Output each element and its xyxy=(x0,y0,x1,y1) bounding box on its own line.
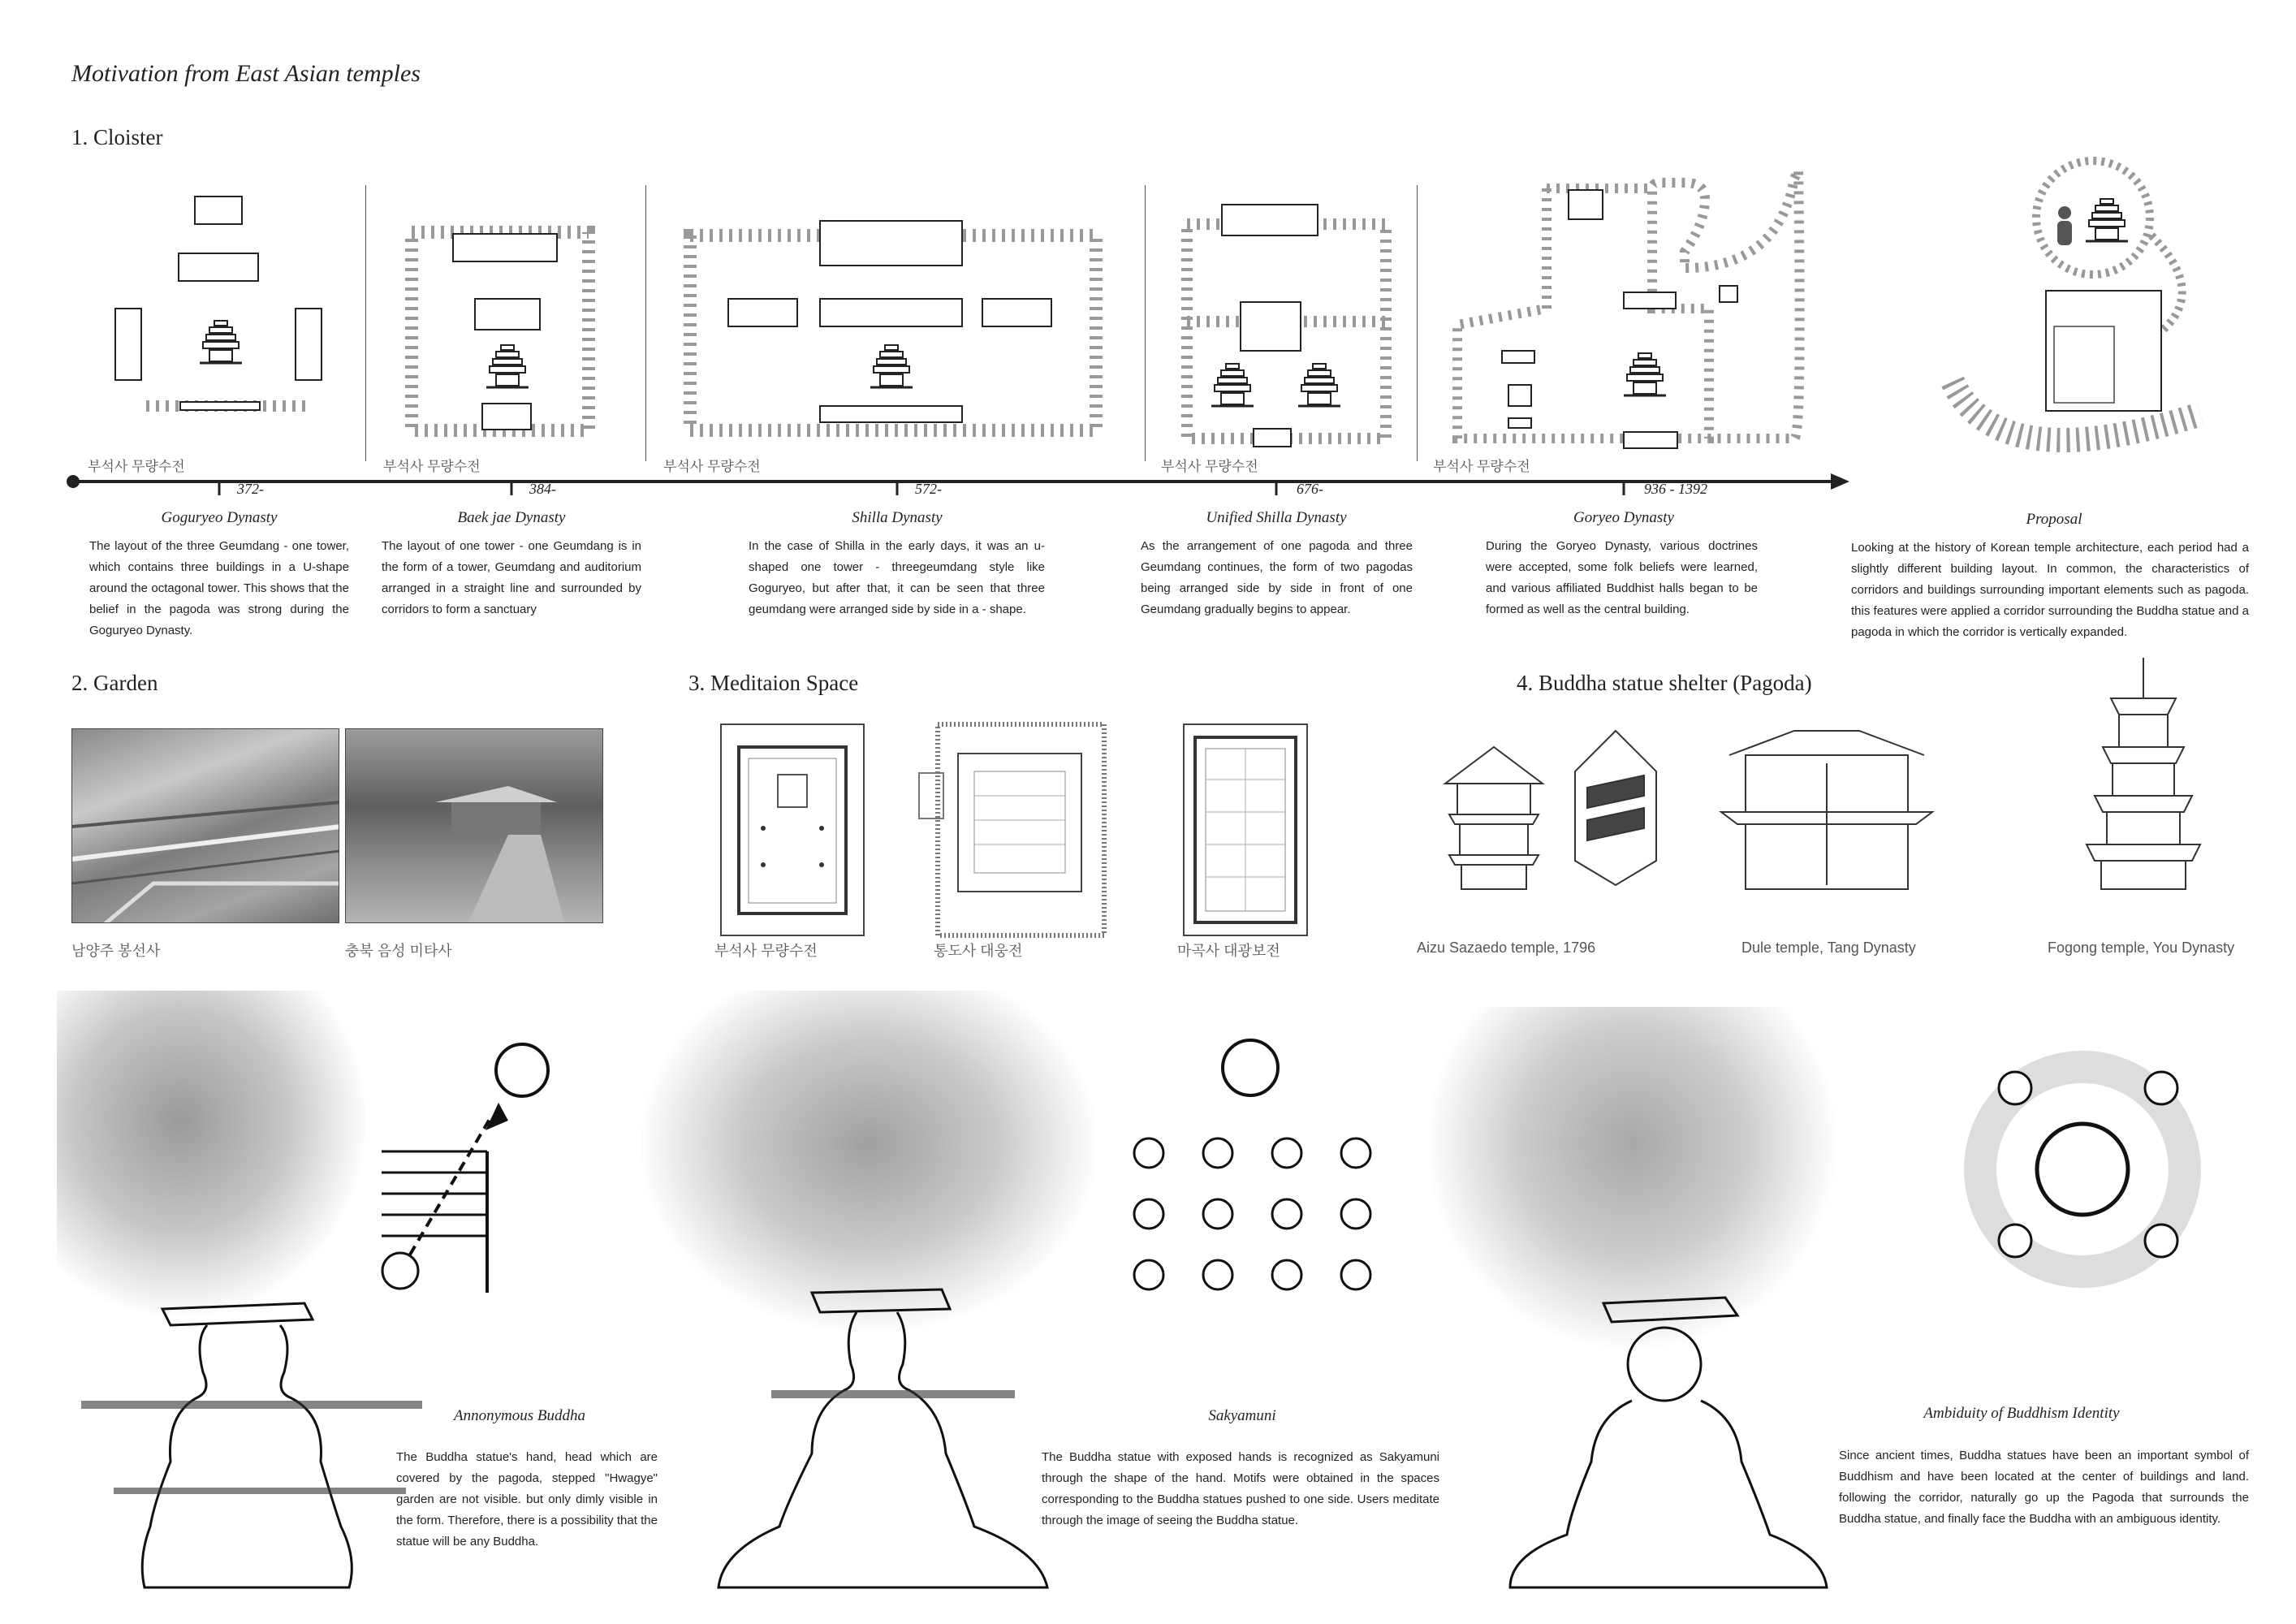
meditation-caption: 마곡사 대광보전 xyxy=(1177,943,1280,959)
meditation-caption: 통도사 대웅전 xyxy=(934,943,1023,959)
blur-band xyxy=(771,1390,1015,1398)
buddha-name: Ambiduity of Buddhism Identity xyxy=(1923,1405,2120,1422)
period-year: 384- xyxy=(529,481,556,497)
period-name: Shilla Dynasty xyxy=(852,509,943,526)
blur-band xyxy=(81,1401,422,1409)
blur-band xyxy=(114,1488,406,1494)
site-label: 부석사 무량수전 xyxy=(1433,459,1530,474)
period-name: Unified Shilla Dynasty xyxy=(1206,509,1347,526)
garden-caption: 충북 음성 미타사 xyxy=(345,943,452,959)
period-text: The layout of one tower - one Geumdang is in the form of a tower, Geumdang and auditorium arranged in a straight line and surrounded by corridors to form a sanctuary xyxy=(382,539,641,616)
period-name: Goryeo Dynasty xyxy=(1573,509,1674,526)
period-text: As the arrangement of one pagoda and three Geumdang continues, the form of two pagodas being arranged side by side in front of one Geumdang gradually begins to appear. xyxy=(1141,539,1413,616)
section-title-cloister: 1. Cloister xyxy=(71,125,163,149)
buddha-text: Since ancient times, Buddha statues have been an important symbol of Buddhism and have been located at the center of buildings and land. following the corridor, naturally go up the Pagoda that surrounds the Buddha statue, and finally face the Buddha with an ambiguous identity. xyxy=(1839,1449,2249,1526)
proposal-text: Looking at the history of Korean temple architecture, each period had a slightly different building layout. In common, the characteristics of corridors and buildings surrounding important elements such as pagoda. this features were applied a corridor surrounding the Buddha statue and a pagoda in which the corridor is vertically expanded. xyxy=(1851,541,2249,639)
period-text: The layout of the three Geumdang - one tower, which contains three buildings in a U-shape around the octagonal tower. This shows that the belief in the pagoda was strong during the Goguryeo Dynasty. xyxy=(89,539,349,637)
period-year: 936 - 1392 xyxy=(1644,481,1707,497)
diagram-ambiguity xyxy=(1980,1067,2185,1272)
proposal-name: Proposal xyxy=(2026,511,2082,528)
site-label: 부석사 무량수전 xyxy=(383,459,481,474)
buddha-outline-3 xyxy=(1510,1298,1827,1587)
period-year: 572- xyxy=(915,481,942,497)
buddha-name: Annonymous Buddha xyxy=(453,1407,585,1424)
site-label: 부석사 무량수전 xyxy=(88,459,185,474)
site-label: 부석사 무량수전 xyxy=(1161,459,1258,474)
meditation-caption: 부석사 무량수전 xyxy=(714,943,818,959)
period-year: 372- xyxy=(237,481,264,497)
buddha-outline-1 xyxy=(142,1303,352,1587)
period-text: During the Goryeo Dynasty, various doctrines were accepted, some folk beliefs were learned, and various affiliated Buddhist halls began to be formed as well as the central building. xyxy=(1486,539,1758,616)
buddha-text: The Buddha statue with exposed hands is recognized as Sakyamuni through the shape of the hand. Motifs were obtained in the spaces corresponding to the Buddha statues pushed to one side. Users meditate through the image of seeing the Buddha statue. xyxy=(1042,1450,1439,1527)
period-name: Goguryeo Dynasty xyxy=(161,509,278,526)
period-text: In the case of Shilla in the early days, it was an u-shaped one tower - threegeumdang style like Goguryeo, but after that, it can be seen that three geumdang were arranged side by side in a - shape. xyxy=(749,539,1045,616)
section-title-meditation: 3. Meditaion Space xyxy=(688,671,859,695)
buddha-outline-2 xyxy=(719,1289,1047,1587)
pagoda-caption: Fogong temple, You Dynasty xyxy=(2048,939,2235,956)
diagram-sakyamuni xyxy=(1134,1040,1370,1289)
period-name: Baek jae Dynasty xyxy=(457,509,566,526)
buddha-name: Sakyamuni xyxy=(1208,1407,1276,1424)
buddha-text: The Buddha statue's hand, head which are covered by the pagoda, stepped "Hwagye" garden are not visible. but only dimly visible in the form. Therefore, there is a possibility that the statue will be any Buddha. xyxy=(396,1450,658,1548)
page-title: Motivation from East Asian temples xyxy=(71,60,421,87)
diagram-anonymous xyxy=(382,1044,548,1293)
period-year: 676- xyxy=(1297,481,1323,497)
pagoda-caption: Dule temple, Tang Dynasty xyxy=(1741,939,1916,956)
site-label: 부석사 무량수전 xyxy=(663,459,761,474)
pagoda-caption: Aizu Sazaedo temple, 1796 xyxy=(1417,939,1596,956)
section-title-garden: 2. Garden xyxy=(71,671,158,695)
garden-caption: 남양주 봉선사 xyxy=(71,943,161,959)
section-title-pagoda: 4. Buddha statue shelter (Pagoda) xyxy=(1517,671,1812,695)
